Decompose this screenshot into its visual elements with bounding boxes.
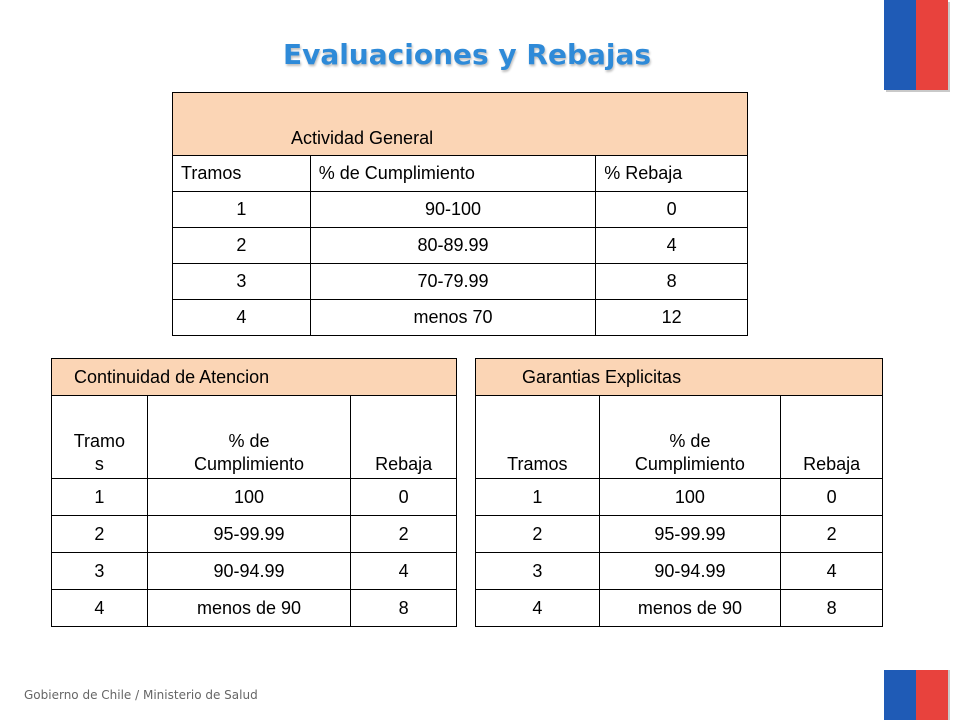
cell-rebaja: 8 [781,590,883,627]
cell-cumplimiento: 100 [147,479,350,516]
table-row [173,192,748,228]
table-row [52,590,457,627]
col-cumplimiento-line2: Cumplimiento [193,454,305,474]
cell-cumplimiento: 90-94.99 [147,553,350,590]
col-cumplimiento [147,396,350,479]
col-cumplimiento: % de Cumplimiento [310,156,595,192]
table-row [173,264,748,300]
cell-rebaja: 2 [351,516,457,553]
actividad-heading: Actividad General [173,93,748,156]
garantias-heading: Garantias Explicitas [476,359,883,396]
cell-tramo: 2 [52,516,148,553]
table-row [52,553,457,590]
cell-cumplimiento: 70-79.99 [310,264,595,300]
cell-rebaja: 4 [596,228,748,264]
col-cumplimiento [599,396,781,479]
cell-rebaja: 12 [596,300,748,336]
flag-blue-stripe [884,670,916,720]
table-row [52,479,457,516]
cell-tramo: 1 [173,192,311,228]
flag-red-stripe [916,670,948,720]
col-tramos: Tramos [173,156,311,192]
cell-tramo: 3 [52,553,148,590]
col-tramos-line2: s [94,454,104,474]
col-tramos: Tramos [476,396,600,479]
actividad-general-table [172,92,748,336]
table-row [476,553,883,590]
cell-rebaja: 2 [781,516,883,553]
table-row [476,516,883,553]
continuidad-heading: Continuidad de Atencion [52,359,457,396]
cell-tramo: 4 [173,300,311,336]
table-row [173,228,748,264]
col-rebaja: Rebaja [351,396,457,479]
table-row [173,300,748,336]
cell-rebaja: 4 [351,553,457,590]
cell-tramo: 2 [476,516,600,553]
cell-cumplimiento: menos 70 [310,300,595,336]
col-rebaja: Rebaja [781,396,883,479]
cell-cumplimiento: 100 [599,479,781,516]
col-tramos-line1: Tramo [73,431,126,451]
col-tramos [52,396,148,479]
cell-tramo: 3 [173,264,311,300]
cell-rebaja: 8 [596,264,748,300]
cell-rebaja: 8 [351,590,457,627]
cell-cumplimiento: 90-100 [310,192,595,228]
footer-text: Gobierno de Chile / Ministerio de Salud [24,688,258,702]
cell-tramo: 4 [476,590,600,627]
cell-cumplimiento: menos de 90 [599,590,781,627]
cell-tramo: 1 [52,479,148,516]
continuidad-atencion-table [51,358,457,627]
cell-rebaja: 4 [781,553,883,590]
col-cumplimiento-line1: % de [228,431,270,451]
chile-flag-logo-bottom [884,670,948,720]
garantias-explicitas-table [475,358,883,627]
table-row [52,516,457,553]
col-cumplimiento-line2: Cumplimiento [634,454,745,474]
cell-cumplimiento: 80-89.99 [310,228,595,264]
table-row [476,479,883,516]
cell-cumplimiento: menos de 90 [147,590,350,627]
cell-cumplimiento: 90-94.99 [599,553,781,590]
cell-rebaja: 0 [351,479,457,516]
page-title: Evaluaciones y Rebajas [282,38,652,71]
cell-rebaja: 0 [781,479,883,516]
table-row [476,590,883,627]
col-rebaja: % Rebaja [596,156,748,192]
cell-tramo: 3 [476,553,600,590]
cell-tramo: 2 [173,228,311,264]
cell-cumplimiento: 95-99.99 [599,516,781,553]
cell-tramo: 4 [52,590,148,627]
cell-cumplimiento: 95-99.99 [147,516,350,553]
cell-tramo: 1 [476,479,600,516]
col-cumplimiento-line1: % de [669,431,711,451]
cell-rebaja: 0 [596,192,748,228]
